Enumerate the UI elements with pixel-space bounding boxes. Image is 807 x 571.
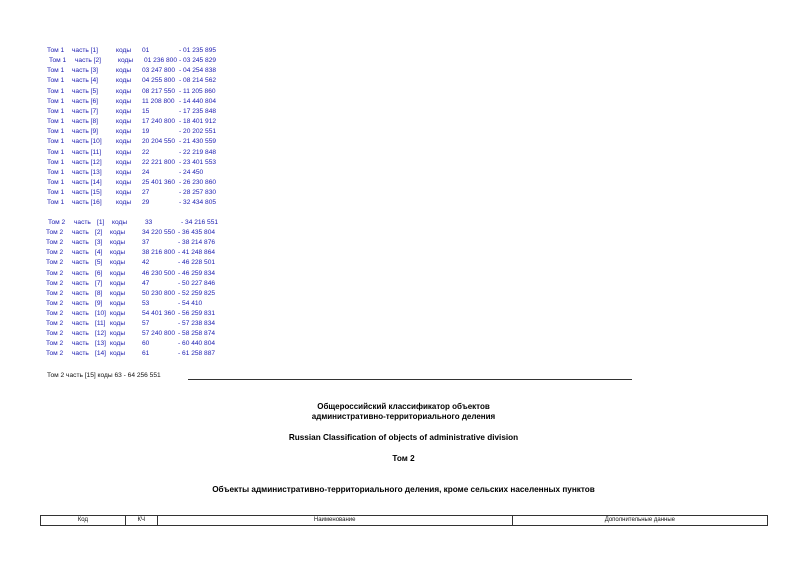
link-code-to: - 41 248 864 — [178, 249, 216, 257]
link-code-to: - 61 258 887 — [178, 350, 216, 358]
link-part: часть — [72, 330, 89, 338]
link-tom: Том 2 — [46, 330, 64, 338]
link-codes-label: коды — [110, 239, 126, 247]
link-code-to: - 23 401 553 — [179, 158, 217, 166]
divider-line — [188, 379, 632, 380]
link-part: часть — [72, 279, 89, 287]
link-tom: Том 1 — [47, 97, 65, 105]
link-codes-label: коды — [110, 350, 126, 358]
link-code-from: 24 — [142, 168, 150, 176]
link-code-from: 38 216 800 — [142, 249, 176, 257]
link-tom: Том 2 — [46, 259, 64, 267]
link-code-to: - 34 216 551 — [181, 219, 219, 226]
link-code-to: - 28 257 830 — [179, 189, 217, 197]
link-tom: Том 1 — [47, 138, 65, 146]
link-code-from: 03 247 800 — [142, 67, 176, 75]
current-part-label: Том 2 часть [15] коды 63 - 64 256 551 — [47, 372, 161, 379]
link-tom: Том 1 — [47, 128, 65, 136]
col-header-name: Наименование — [158, 516, 513, 525]
link-tom: Том 2 — [48, 219, 66, 226]
link-part: часть [7] — [72, 107, 99, 115]
link-codes-label: коды — [116, 199, 132, 207]
link-part-number: [2] — [95, 229, 103, 237]
link-codes-label: коды — [116, 118, 132, 126]
link-part: часть [15] — [72, 189, 102, 197]
link-code-from: 08 217 550 — [142, 87, 176, 95]
link-part-number: [4] — [95, 249, 103, 257]
link-code-to: - 03 245 829 — [179, 57, 217, 65]
link-code-to: - 57 238 834 — [178, 320, 216, 327]
link-part: часть [10] — [72, 138, 102, 146]
link-code-from: 57 240 800 — [142, 330, 176, 338]
link-tom: Том 2 — [46, 309, 64, 317]
link-part-number: [9] — [95, 299, 103, 307]
link-part: часть [3] — [72, 67, 99, 75]
link-code-from: 27 — [142, 189, 150, 197]
link-part-number: [1] — [97, 219, 105, 226]
link-codes-label: коды — [110, 229, 126, 237]
link-code-to: - 17 235 848 — [179, 107, 217, 115]
link-codes-label: коды — [110, 279, 126, 287]
link-code-from: 11 208 800 — [142, 97, 175, 105]
link-codes-label: коды — [116, 128, 132, 136]
link-codes-label: коды — [116, 47, 132, 54]
classifier-table-header — [40, 515, 768, 526]
link-code-to: - 21 430 559 — [179, 138, 217, 146]
link-code-from: 53 — [142, 299, 150, 307]
link-part: часть [11] — [72, 148, 102, 156]
col-header-kch: КЧ — [126, 516, 158, 525]
link-codes-label: коды — [116, 148, 132, 156]
link-part: часть [2] — [75, 57, 102, 65]
link-tom: Том 2 — [46, 320, 64, 327]
link-code-to: - 11 205 860 — [179, 87, 216, 95]
link-part: часть — [72, 289, 89, 297]
link-tom: Том 1 — [47, 168, 65, 176]
link-part: часть [9] — [72, 128, 99, 136]
title-en: Russian Classification of objects of administrative division — [288, 433, 519, 442]
link-code-from: 15 — [142, 107, 150, 115]
link-codes-label: коды — [110, 309, 126, 317]
link-codes-label: коды — [116, 87, 132, 95]
link-code-to: - 18 401 912 — [179, 118, 217, 126]
link-tom: Том 2 — [46, 340, 64, 348]
link-code-from: 04 255 800 — [142, 77, 176, 85]
link-codes-label: коды — [116, 158, 132, 166]
link-part-number: [11] — [95, 320, 106, 327]
link-tom: Том 2 — [46, 229, 64, 237]
link-code-to: - 32 434 805 — [179, 199, 217, 207]
link-codes-label: коды — [116, 178, 132, 186]
link-tom: Том 1 — [47, 118, 65, 126]
link-part: часть — [72, 249, 89, 257]
link-codes-label: коды — [116, 189, 132, 197]
link-code-from: 33 — [145, 219, 153, 226]
link-part: часть — [72, 309, 89, 317]
link-code-to: - 38 214 876 — [178, 239, 216, 247]
volume-heading: Том 2 — [392, 454, 415, 463]
link-code-from: 17 240 800 — [142, 118, 176, 126]
link-tom: Том 1 — [47, 47, 65, 54]
link-tom: Том 2 — [46, 350, 64, 358]
link-part: часть — [72, 229, 89, 237]
link-part: часть [4] — [72, 77, 99, 85]
link-part: часть [16] — [72, 199, 102, 207]
link-part: часть [8] — [72, 118, 99, 126]
link-codes-label: коды — [116, 77, 132, 85]
link-tom: Том 1 — [47, 199, 65, 207]
link-part: часть [12] — [72, 158, 102, 166]
link-part: часть [6] — [72, 97, 99, 105]
link-code-from: 29 — [142, 199, 150, 207]
link-code-from: 22 — [142, 148, 150, 156]
link-code-to: - 20 202 551 — [179, 128, 217, 136]
link-part: часть — [74, 219, 91, 226]
link-code-from: 57 — [142, 320, 150, 327]
link-code-to: - 36 435 804 — [178, 229, 216, 237]
link-tom: Том 1 — [47, 148, 65, 156]
link-code-to: - 08 214 562 — [179, 77, 217, 85]
link-code-to: - 60 440 804 — [178, 340, 216, 348]
link-part-number: [3] — [95, 239, 103, 247]
link-part-number: [5] — [95, 259, 103, 267]
link-code-to: - 14 440 804 — [179, 97, 217, 105]
link-code-from: 61 — [142, 350, 150, 358]
link-part-number: [14] — [95, 350, 106, 358]
link-codes-label: коды — [110, 299, 126, 307]
link-code-from: 22 221 800 — [142, 158, 176, 166]
link-codes-label: коды — [110, 340, 126, 348]
link-tom: Том 2 — [46, 239, 64, 247]
link-tom: Том 2 — [46, 249, 64, 257]
link-code-to: - 22 219 848 — [179, 148, 217, 156]
link-code-from: 42 — [142, 259, 150, 267]
link-code-from: 46 230 500 — [142, 269, 176, 277]
link-part: часть — [72, 239, 89, 247]
link-tom: Том 1 — [47, 87, 65, 95]
link-code-to: - 46 259 834 — [178, 269, 216, 277]
link-code-to: - 46 228 501 — [178, 259, 216, 267]
link-codes-label: коды — [112, 219, 128, 226]
link-part: часть — [72, 299, 89, 307]
link-code-from: 01 — [142, 47, 150, 54]
link-tom: Том 2 — [46, 269, 64, 277]
link-part: часть — [72, 350, 89, 358]
link-tom: Том 1 — [47, 189, 65, 197]
link-code-to: - 56 259 831 — [178, 309, 216, 317]
link-part: часть [14] — [72, 178, 102, 186]
link-code-from: 50 230 800 — [142, 289, 176, 297]
link-part-number: [8] — [95, 289, 103, 297]
link-part-number: [6] — [95, 269, 103, 277]
link-part: часть [5] — [72, 87, 99, 95]
link-codes-label: коды — [116, 67, 132, 75]
link-code-to: - 26 230 860 — [179, 178, 217, 186]
col-header-extra: Дополнительные данные — [604, 517, 675, 523]
link-part: часть [1] — [72, 47, 99, 54]
link-code-to: - 52 259 825 — [178, 289, 216, 297]
link-code-from: 20 204 550 — [142, 138, 176, 146]
link-tom: Том 1 — [47, 178, 65, 186]
link-codes-label: коды — [116, 138, 132, 146]
link-codes-label: коды — [116, 107, 132, 115]
link-part-number: [7] — [95, 279, 103, 287]
link-code-from: 47 — [142, 279, 150, 287]
link-tom: Том 1 — [47, 77, 65, 85]
link-tom: Том 2 — [46, 289, 64, 297]
link-code-to: - 58 258 874 — [178, 330, 216, 338]
link-code-to: - 01 235 895 — [179, 47, 217, 54]
link-tom: Том 1 — [47, 67, 65, 75]
link-codes-label: коды — [110, 269, 126, 277]
link-codes-label: коды — [110, 259, 126, 267]
link-code-from: 60 — [142, 340, 150, 348]
link-codes-label: коды — [110, 330, 126, 338]
link-tom: Том 1 — [47, 107, 65, 115]
link-code-from: 34 220 550 — [142, 229, 176, 237]
link-part-number: [10] — [95, 309, 106, 317]
link-codes-label: коды — [110, 289, 126, 297]
title-ru-line1: Общероссийский классификатор объектов — [317, 402, 490, 411]
link-part: часть — [72, 269, 89, 277]
link-code-from: 01 236 800 — [144, 57, 178, 65]
link-tom: Том 2 — [46, 279, 64, 287]
link-codes-label: коды — [118, 57, 134, 65]
link-part: часть — [72, 320, 89, 327]
link-code-from: 37 — [142, 239, 150, 247]
title-ru-line2: административно-территориального деления — [311, 412, 496, 421]
link-code-to: - 04 254 838 — [179, 67, 217, 75]
link-codes-label: коды — [110, 320, 126, 327]
link-part: часть — [72, 259, 89, 267]
link-tom: Том 1 — [47, 158, 65, 166]
link-codes-label: коды — [110, 249, 126, 257]
link-code-from: 19 — [142, 128, 150, 136]
link-tom: Том 1 — [49, 57, 67, 65]
link-code-to: - 50 227 846 — [178, 279, 216, 287]
link-part: часть — [72, 340, 89, 348]
link-code-from: 54 401 360 — [142, 309, 176, 317]
link-codes-label: коды — [116, 97, 132, 105]
link-part: часть [13] — [72, 168, 102, 176]
link-tom: Том 2 — [46, 299, 64, 307]
section-heading: Объекты административно-территориального деления, кроме сельских населенных пунктов — [212, 485, 595, 494]
col-header-code: Код — [41, 516, 126, 525]
link-code-to: - 24 450 — [179, 168, 204, 176]
link-part-number: [12] — [95, 330, 106, 338]
link-part-number: [13] — [95, 340, 106, 348]
link-codes-label: коды — [116, 168, 132, 176]
link-code-from: 25 401 360 — [142, 178, 176, 186]
link-code-to: - 54 410 — [178, 299, 203, 307]
